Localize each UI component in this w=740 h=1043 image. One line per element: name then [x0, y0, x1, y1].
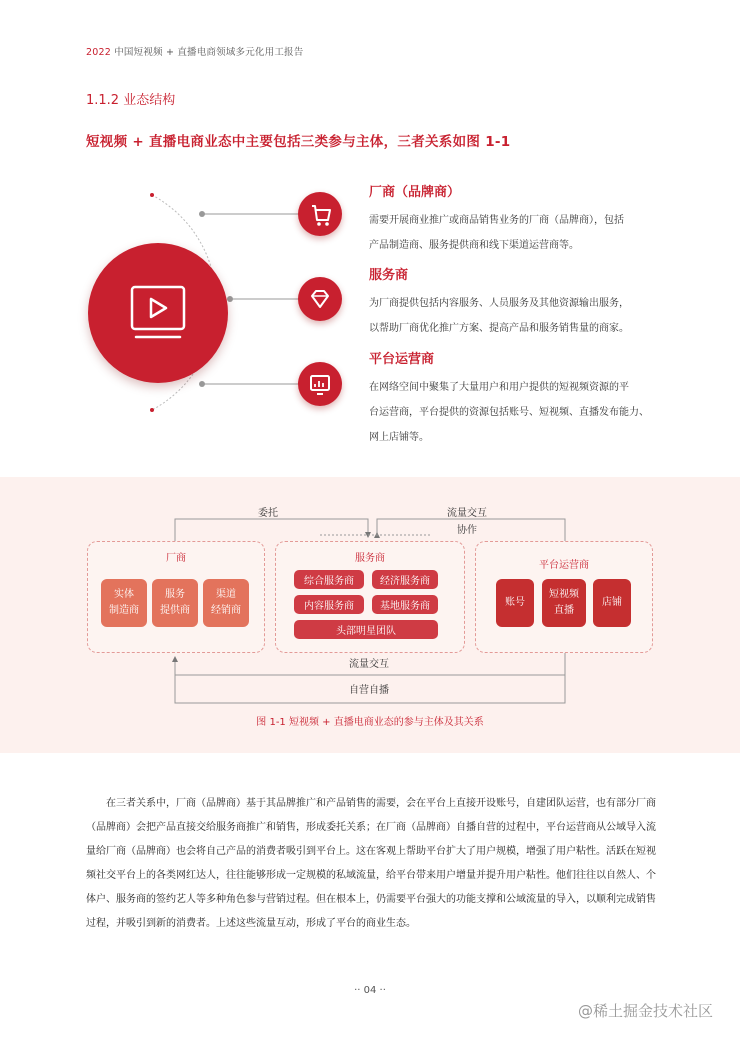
- role-manufacturer: [369, 181, 669, 258]
- role-icon-platform: [298, 362, 342, 406]
- tile-line: 实体: [114, 589, 134, 600]
- label-entrust: 委托: [258, 508, 278, 519]
- pill-content: 内容服务商: [294, 595, 364, 614]
- page-number-value: 04: [363, 985, 377, 996]
- tile-line: 制造商: [109, 605, 139, 616]
- tile-line: 直播: [554, 605, 574, 616]
- desc-line: 产品制造商、服务提供商和线下渠道运营商等。: [369, 240, 579, 251]
- role-desc: [369, 375, 669, 450]
- tile-line: 短视频: [549, 589, 579, 600]
- tile-line: 渠道: [216, 589, 236, 600]
- monitor-chart-icon: [298, 362, 342, 406]
- diamond-icon: [298, 277, 342, 321]
- manufacturer-box: [87, 541, 265, 653]
- role-service: [369, 264, 669, 341]
- platform-box: [475, 541, 653, 653]
- tile-line: 经销商: [211, 605, 241, 616]
- desc-line: 在网络空间中聚集了大量用户和用户提供的短视频资源的平: [369, 382, 629, 393]
- role-platform: [369, 348, 669, 450]
- header-year: 2022: [86, 47, 111, 58]
- watermark: @稀土掘金技术社区: [578, 1002, 714, 1020]
- tile-line: 店铺: [602, 597, 622, 608]
- tile-line: 服务: [165, 589, 185, 600]
- role-desc: [369, 291, 669, 341]
- role-title: 平台运营商: [369, 352, 435, 367]
- tile-physical-manufacturer: [101, 579, 147, 627]
- page-number: ·· 04 ··: [354, 985, 386, 996]
- figure-caption: 图 1-1 短视频 + 直播电商业态的参与主体及其关系: [256, 717, 484, 728]
- section-number: 1.1.2: [86, 93, 120, 108]
- label-self-live: 自营自播: [349, 685, 389, 696]
- role-desc: [369, 208, 669, 258]
- tile-channel-distributor: [203, 579, 249, 627]
- desc-line: 为厂商提供包括内容服务、人员服务及其他资源输出服务，: [369, 298, 629, 309]
- tile-line: 提供商: [160, 605, 190, 616]
- desc-line: 以帮助厂商优化推广方案、提高产品和服务销售量的商家。: [369, 323, 629, 334]
- pill-base: 基地服务商: [372, 595, 438, 614]
- pill-comprehensive: 综合服务商: [294, 570, 364, 589]
- pill-economic: 经济服务商: [372, 570, 438, 589]
- header-title: 中国短视频 + 直播电商领域多元化用工报告: [114, 47, 304, 58]
- desc-line: 需要开展商业推广或商品销售业务的厂商（品牌商），包括: [369, 215, 624, 226]
- desc-line: 台运营商，平台提供的资源包括账号、短视频、直播发布能力、: [369, 407, 649, 418]
- role-icon-manufacturer: [298, 192, 342, 236]
- box-title: 平台运营商: [539, 560, 589, 571]
- label-traffic-bottom: 流量交互: [349, 659, 389, 670]
- section-title: 业态结构: [123, 93, 176, 108]
- box-title: 服务商: [355, 553, 385, 564]
- label-cooperate: 协作: [457, 525, 477, 536]
- role-title: 服务商: [369, 268, 409, 283]
- video-hub-circle: [88, 243, 228, 383]
- video-player-icon: [88, 243, 228, 383]
- tile-account: [496, 579, 534, 627]
- lead-sentence: 短视频 + 直播电商业态中主要包括三类参与主体，三者关系如图 1-1: [86, 134, 511, 150]
- tile-store: [593, 579, 631, 627]
- tile-short-video-live: [542, 579, 586, 627]
- label-traffic-top: 流量交互: [447, 508, 487, 519]
- role-title: 厂商（品牌商）: [369, 185, 461, 200]
- box-title: 厂商: [166, 553, 186, 564]
- role-icon-service: [298, 277, 342, 321]
- pill-top-star-team: 头部明星团队: [294, 620, 438, 639]
- tile-line: 账号: [505, 597, 525, 608]
- body-text: 在三者关系中，厂商（品牌商）基于其品牌推广和产品销售的需要，会在平台上直接开设账号，自建团队运营，也有部分厂商（品牌商）会把产品直接交给服务商推广和销售，形成委托关系；在厂商（品牌商）自播自营的过程中，平台运营商从公域导入流量给厂商（品牌商）也会将自己产品的消费者吸引到平台上。这在客观上帮助平台扩大了用户规模，增强了用户粘性。活跃在短视频社交平台上的各类网红达人，往往能够形成一定规模的私域流量，给平台带来用户增量并提升用户粘性。他们往往以自然人、个体户、服务商的签约艺人等多种角色参与营销过程。但在根本上，仍需要平台强大的功能支撑和公域流量的导入，以顺利完成销售过程，并吸引到新的消费者。上述这些流量互动，形成了平台的商业生态。: [86, 798, 656, 929]
- body-paragraph: [86, 792, 656, 936]
- tile-service-provider: [152, 579, 198, 627]
- desc-line: 网上店铺等。: [369, 432, 429, 443]
- service-box: [275, 541, 465, 653]
- shopping-cart-icon: [298, 192, 342, 236]
